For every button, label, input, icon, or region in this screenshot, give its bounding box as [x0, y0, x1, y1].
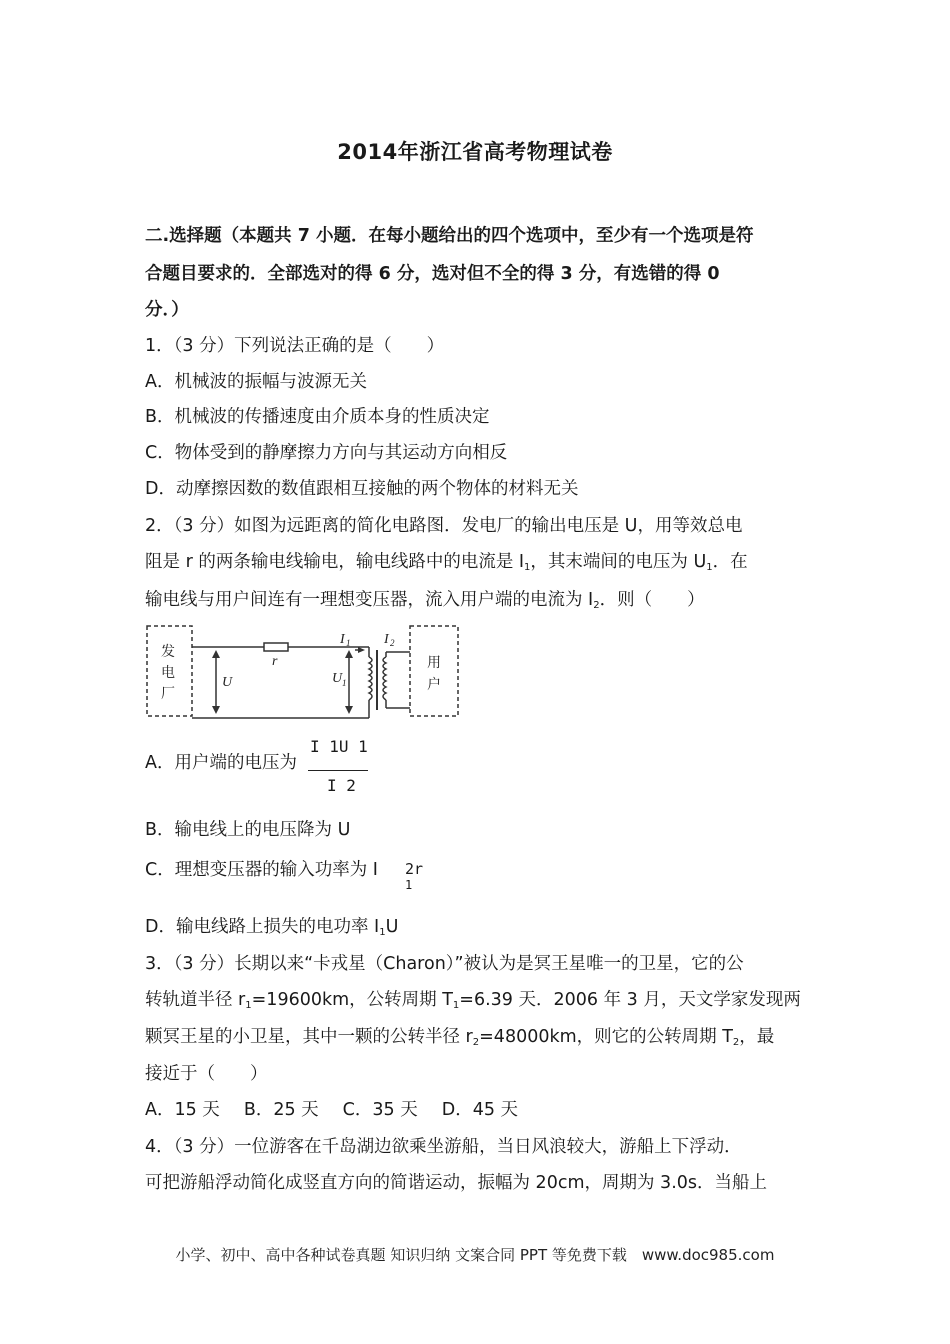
section-header-line-1: 二.选择题（本题共 7 小题．在每小题给出的四个选项中，至少有一个选项是符 — [145, 226, 754, 246]
page-footer: 小学、初中、高中各种试卷真题 知识归纳 文案合同 PPT 等免费下载 www.doc985.com — [175, 1246, 775, 1264]
q4-stem-line-2: 可把游船浮动简化成竖直方向的简谐运动，振幅为 20cm，周期为 3.0s．当船上 — [145, 1173, 768, 1193]
user-char-2: 户 — [427, 678, 441, 693]
q2-option-c-exponent: 2r — [405, 860, 424, 878]
resistor — [264, 643, 288, 651]
q1-option-c: C．物体受到的静摩擦力方向与其运动方向相反 — [145, 443, 508, 463]
label-u1: U — [332, 671, 343, 686]
q2-option-a-numerator: I 1U 1 — [310, 737, 368, 756]
q3-option-c: C．35 天 — [342, 1100, 418, 1120]
section-header-line-2: 合题目要求的．全部选对的得 6 分，选对但不全的得 3 分，有选错的得 0 — [145, 264, 720, 284]
q2-option-c-subscript: 1 — [405, 878, 413, 892]
plant-char-1: 发 — [161, 645, 175, 660]
label-i2-sub: 2 — [390, 638, 395, 648]
q2-option-b: B．输电线上的电压降为 U — [145, 820, 351, 840]
q3-stem-line-4: 接近于（ ） — [145, 1064, 268, 1084]
q2-option-d: D．输电线路上损失的电功率 $I_1U$ — [145, 917, 399, 938]
q1-option-b: B．机械波的传播速度由介质本身的性质决定 — [145, 407, 490, 427]
q2-stem-line-2: 阻是 r 的两条输电线输电，输电线路中的电流是 $I_1$，其末端间的电压为 $U_1$．在 — [145, 552, 748, 573]
q1-option-a: A．机械波的振幅与波源无关 — [145, 372, 367, 392]
q3-options — [145, 1098, 518, 1122]
section-header-line-3: 分．） — [145, 300, 189, 320]
q4-stem-line-1: 4．（3 分）一位游客在千岛湖边欲乘坐游船，当日风浪较大，游船上下浮动． — [145, 1137, 742, 1157]
label-r: r — [272, 654, 278, 669]
q2-stem-line-1: 2．（3 分）如图为远距离的简化电路图．发电厂的输出电压是 U，用等效总电 — [145, 516, 743, 536]
secondary-coil — [383, 657, 386, 700]
circuit-diagram — [144, 622, 460, 720]
q3-stem-line-1: 3．（3 分）长期以来“卡戎星（Charon）”被认为是冥王星唯一的卫星，它的公 — [145, 954, 744, 974]
label-i1-sub: 1 — [346, 638, 351, 648]
q1-option-d: D．动摩擦因数的数值跟相互接触的两个物体的材料无关 — [145, 479, 579, 499]
q2-option-c: C．理想变压器的输入功率为 I — [145, 860, 378, 880]
label-i1: I — [340, 632, 345, 647]
q3-stem-line-2: 转轨道半径 $r_1=19600km$，公转周期 $T_1=6.39$ 天．2006 年 3 月，天文学家发现两 — [145, 990, 801, 1011]
q3-option-a: A．15 天 — [145, 1100, 220, 1120]
plant-char-2: 电 — [161, 666, 175, 681]
label-u1-sub: 1 — [342, 678, 347, 688]
q1-stem: 1．（3 分）下列说法正确的是（ ） — [145, 336, 445, 356]
primary-coil — [369, 657, 372, 700]
page-title: 2014年浙江省高考物理试卷 — [337, 140, 613, 164]
user-char-1: 用 — [427, 656, 441, 671]
q2-option-a-denominator: I 2 — [327, 776, 356, 795]
user-box — [410, 626, 458, 716]
q3-option-d: D．45 天 — [441, 1100, 519, 1120]
plant-char-3: 厂 — [161, 687, 175, 702]
label-i2: I — [384, 632, 389, 647]
q3-option-b: B．25 天 — [243, 1100, 319, 1120]
fraction-bar — [308, 770, 368, 771]
q3-stem-line-3: 颗冥王星的小卫星，其中一颗的公转半径 $r_2=48000km$，则它的公转周期 $T_2$，最 — [145, 1027, 775, 1048]
label-u: U — [222, 675, 233, 690]
q2-option-a: A．用户端的电压为 — [145, 753, 297, 773]
q2-stem-line-3: 输电线与用户间连有一理想变压器，流入用户端的电流为 $I_2$．则（ ） — [145, 590, 705, 611]
